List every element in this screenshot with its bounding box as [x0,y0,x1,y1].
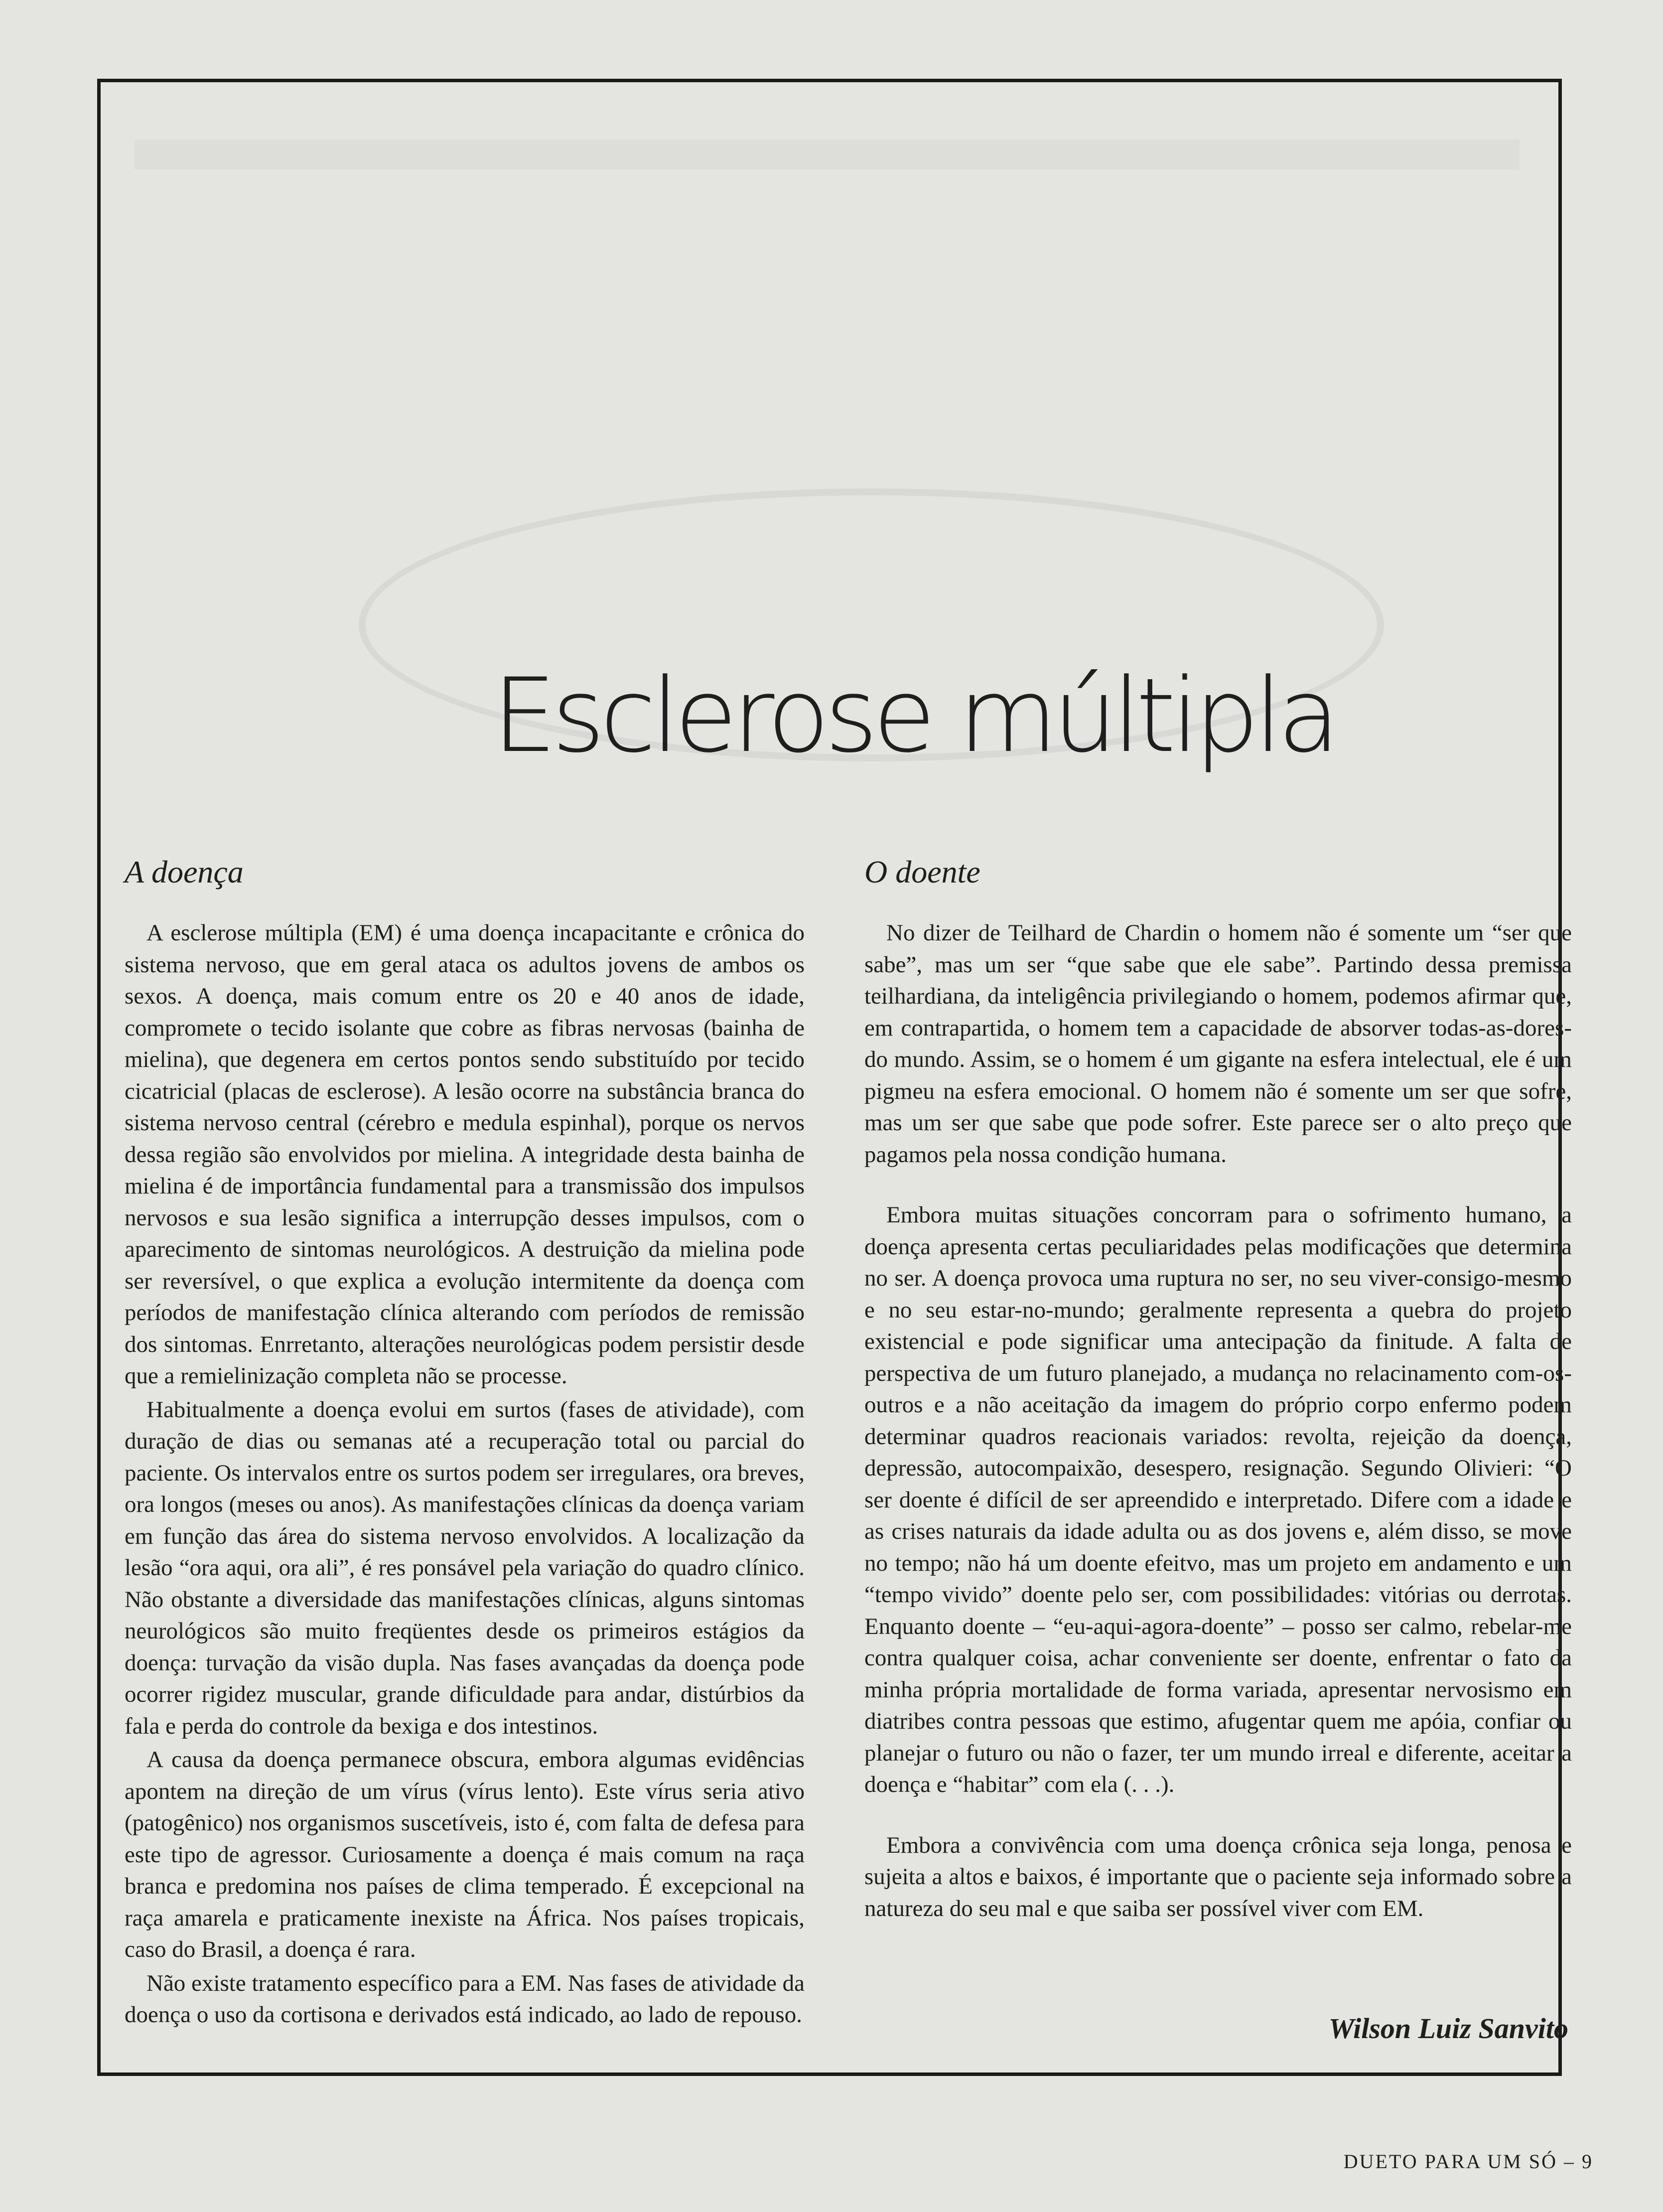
left-paragraph: Não existe tratamento específico para a EM. Nas fases de atividade da doença o uso da cortisona e derivados está indicado, ao lado de repouso. [125,1970,805,2028]
right-paragraph: No dizer de Teilhard de Chardin o homem não é somente um “ser que sabe”, mas um ser “que sabe que ele sabe”. Partindo dessa premissa teilhardiana, da inteligência privilegiando o homem, podemos afirmar que, em contrapartida, o homem tem a capacidade de absorver todas-as-dores-do mundo. Assim, se o homem é um gigante na esfera intelectual, ele é um pigmeu na esfera emocional. O homem não é somente um ser que sofre, mas um ser que sabe que pode sofrer. Este parece ser o alto preço que pagamos pela nossa condição humana. [864,920,1572,1168]
left-paragraph: A esclerose múltipla (EM) é uma doença incapacitante e crônica do sistema nervoso, que em geral ataca os adultos jovens de ambos os sexos. A doença, mais comum entre os 20 e 40 anos de idade, compromete o tecido isolante que cobre as fibras nervosas (bainha de mielina), que degenera em certos pontos sendo substituído por tecido cicatricial (placas de esclerose). A lesão ocorre na substância branca do sistema nervoso central (cérebro e medula espinhal), porque os nervos dessa região são envolvidos por mielina. A integridade desta bainha de mielina é de importância fundamental para a transmissão dos impulsos nervosos e sua lesão significa a interrupção desses impulsos, com o aparecimento de sintomas neurológicos. A destruição da mielina pode ser reversível, o que explica a evolução intermitente da doença com períodos de manifestação clínica alterando com períodos de remissão dos sintomas. Enrretanto, alterações neurológicas podem persistir desde que a remielinização completa não se processe. [125,920,805,1389]
right-paragraph: Embora muitas situações concorram para o sofrimento humano, a doença apresenta certas peculiaridades pelas modificações que determina no ser. A doença provoca uma ruptura no ser, no seu viver-consigo-mesmo e no seu estar-no-mundo; geralmente representa a quebra do projeto existencial e pode significar uma antecipação da finitude. A falta de perspectiva de um futuro planejado, a mudança no relacinamento com-os-outros e a não aceitação da imagem do próprio corpo enfermo podem determinar quadros reacionais variados: revolta, rejeição da doença, depressão, autocompaixão, desespero, resignação. Segundo Olivieri: “O ser doente é difícil de ser apreendido e interpretado. Difere com a idade e as crises naturais da idade adulta ou as dos jovens e, além disso, se move no tempo; não há um doente efeitvo, mas um projeto em andamento e um “tempo vivido” doente pelo ser, com possibilidades: vitórias ou derrotas. Enquanto doente – “eu-aqui-agora-doente” – posso ser calmo, rebelar-me contra qualquer coisa, achar conveniente ser doente, enfrentar o fato da minha própria mortalidade de forma variada, apresentar nervosismo em diatribes contra pessoas que estimo, afugentar quem me apóia, confiar ou planejar o futuro ou não o fazer, ter um mundo irreal e diferente, aceitar a doença e “habitar” com ela (. . .). [864,1202,1572,1798]
page-folio: DUETO PARA UM SÓ – 9 [1343,2150,1593,2173]
show-through-band [135,140,1520,169]
right-paragraph: Embora a convivência com uma doença crônica seja longa, penosa e sujeita a altos e baixos, é importante que o paciente seja informado sobre a natureza do seu mal e que saiba ser possível viver com EM. [864,1832,1572,1921]
left-column [125,855,805,2031]
article-title: Esclerose múltipla [492,657,1336,775]
right-heading: O doente [864,854,980,889]
author-signature: Wilson Luiz Sanvito [1328,2012,1568,2045]
left-paragraph: Habitualmente a doença evolui em surtos (fases de atividade), com duração de dias ou semanas até a recuperação total ou parcial do paciente. Os intervalos entre os surtos podem ser irregulares, ora breves, ora longos (meses ou anos). As manifestações clínicas da doença variam em função das área do sistema nervoso envolvidos. A localização da lesão “ora aqui, ora ali”, é res ponsável pela variação do quadro clínico. Não obstante a diversidade das manifestações clínicas, alguns sintomas neurológicos são muito freqüentes desde os primeiros estágios da doença: turvação da visão dupla. Nas fases avançadas da doença pode ocorrer rigidez muscular, grande dificuldade para andar, distúrbios da fala e perda do controle da bexiga e dos intestinos. [125,1396,805,1739]
left-heading: A doença [125,854,244,889]
left-paragraph: A causa da doença permanece obscura, embora algumas evidências apontem na direção de um vírus (vírus lento). Este vírus seria ativo (patogênico) nos organismos suscetíveis, isto é, com falta de defesa para este tipo de agressor. Curiosamente a doença é mais comum na raça branca e predomina nos países de clima temperado. É excepcional na raça amarela e praticamente inexiste na África. Nos países tropicais, caso do Brasil, a doença é rara. [125,1747,805,1963]
right-column [864,855,1572,1924]
